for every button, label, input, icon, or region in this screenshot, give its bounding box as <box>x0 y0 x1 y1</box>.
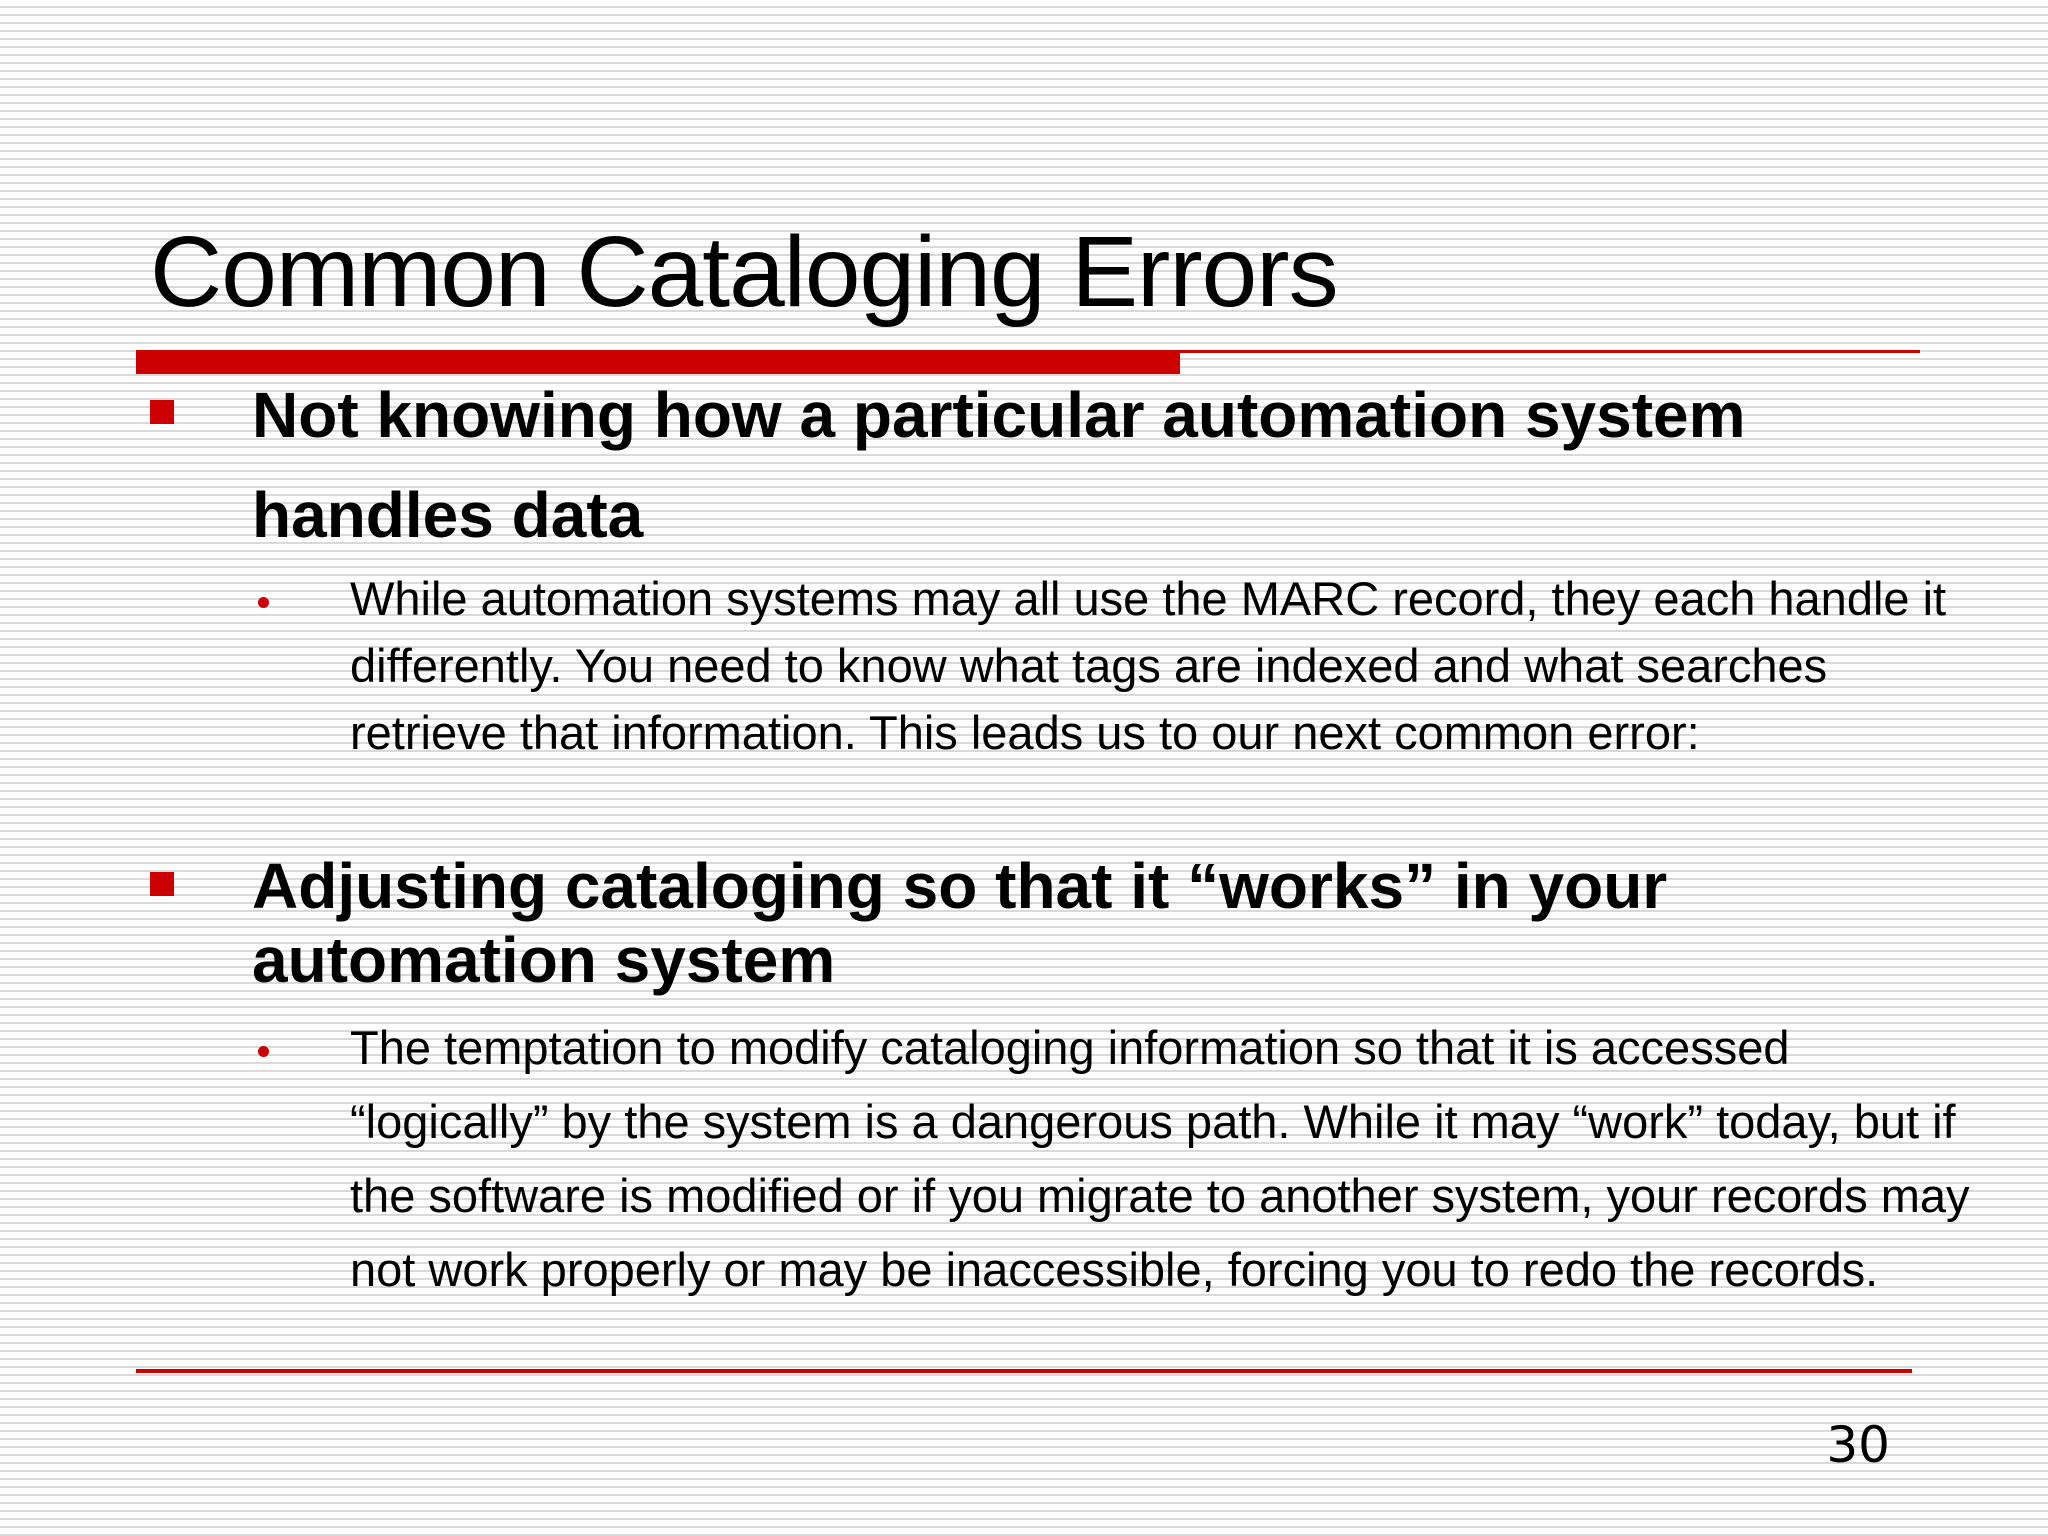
footer-rule <box>136 1369 1912 1373</box>
square-bullet-icon <box>150 872 174 896</box>
bullet-heading-2: Adjusting cataloging so that it “works” in your automation system <box>252 850 1668 996</box>
bullet-detail-2: The temptation to modify cataloging information so that it is accessed “logically” by the system is a dangerous path. While it may “work” today, but if the software is modified or if you migrate to another system, your records may not work properly or may be inaccessible, forcing you to redo the records. <box>350 1021 1970 1296</box>
slide-title: Common Cataloging Errors <box>150 216 1338 328</box>
square-bullet-icon <box>150 400 174 424</box>
page-number: 30 <box>1826 1416 1890 1474</box>
dot-bullet-icon <box>258 597 269 608</box>
title-underline-thin <box>1180 350 1920 353</box>
dot-bullet-icon <box>258 1046 269 1057</box>
bullet-detail-1: While automation systems may all use the MARC record, they each handle it differently. You need to know what tags are indexed and what searches retrieve that information. This leads us to our next common error: <box>350 572 1947 759</box>
bullet-heading-1: Not knowing how a particular automation system handles data <box>252 379 1746 551</box>
